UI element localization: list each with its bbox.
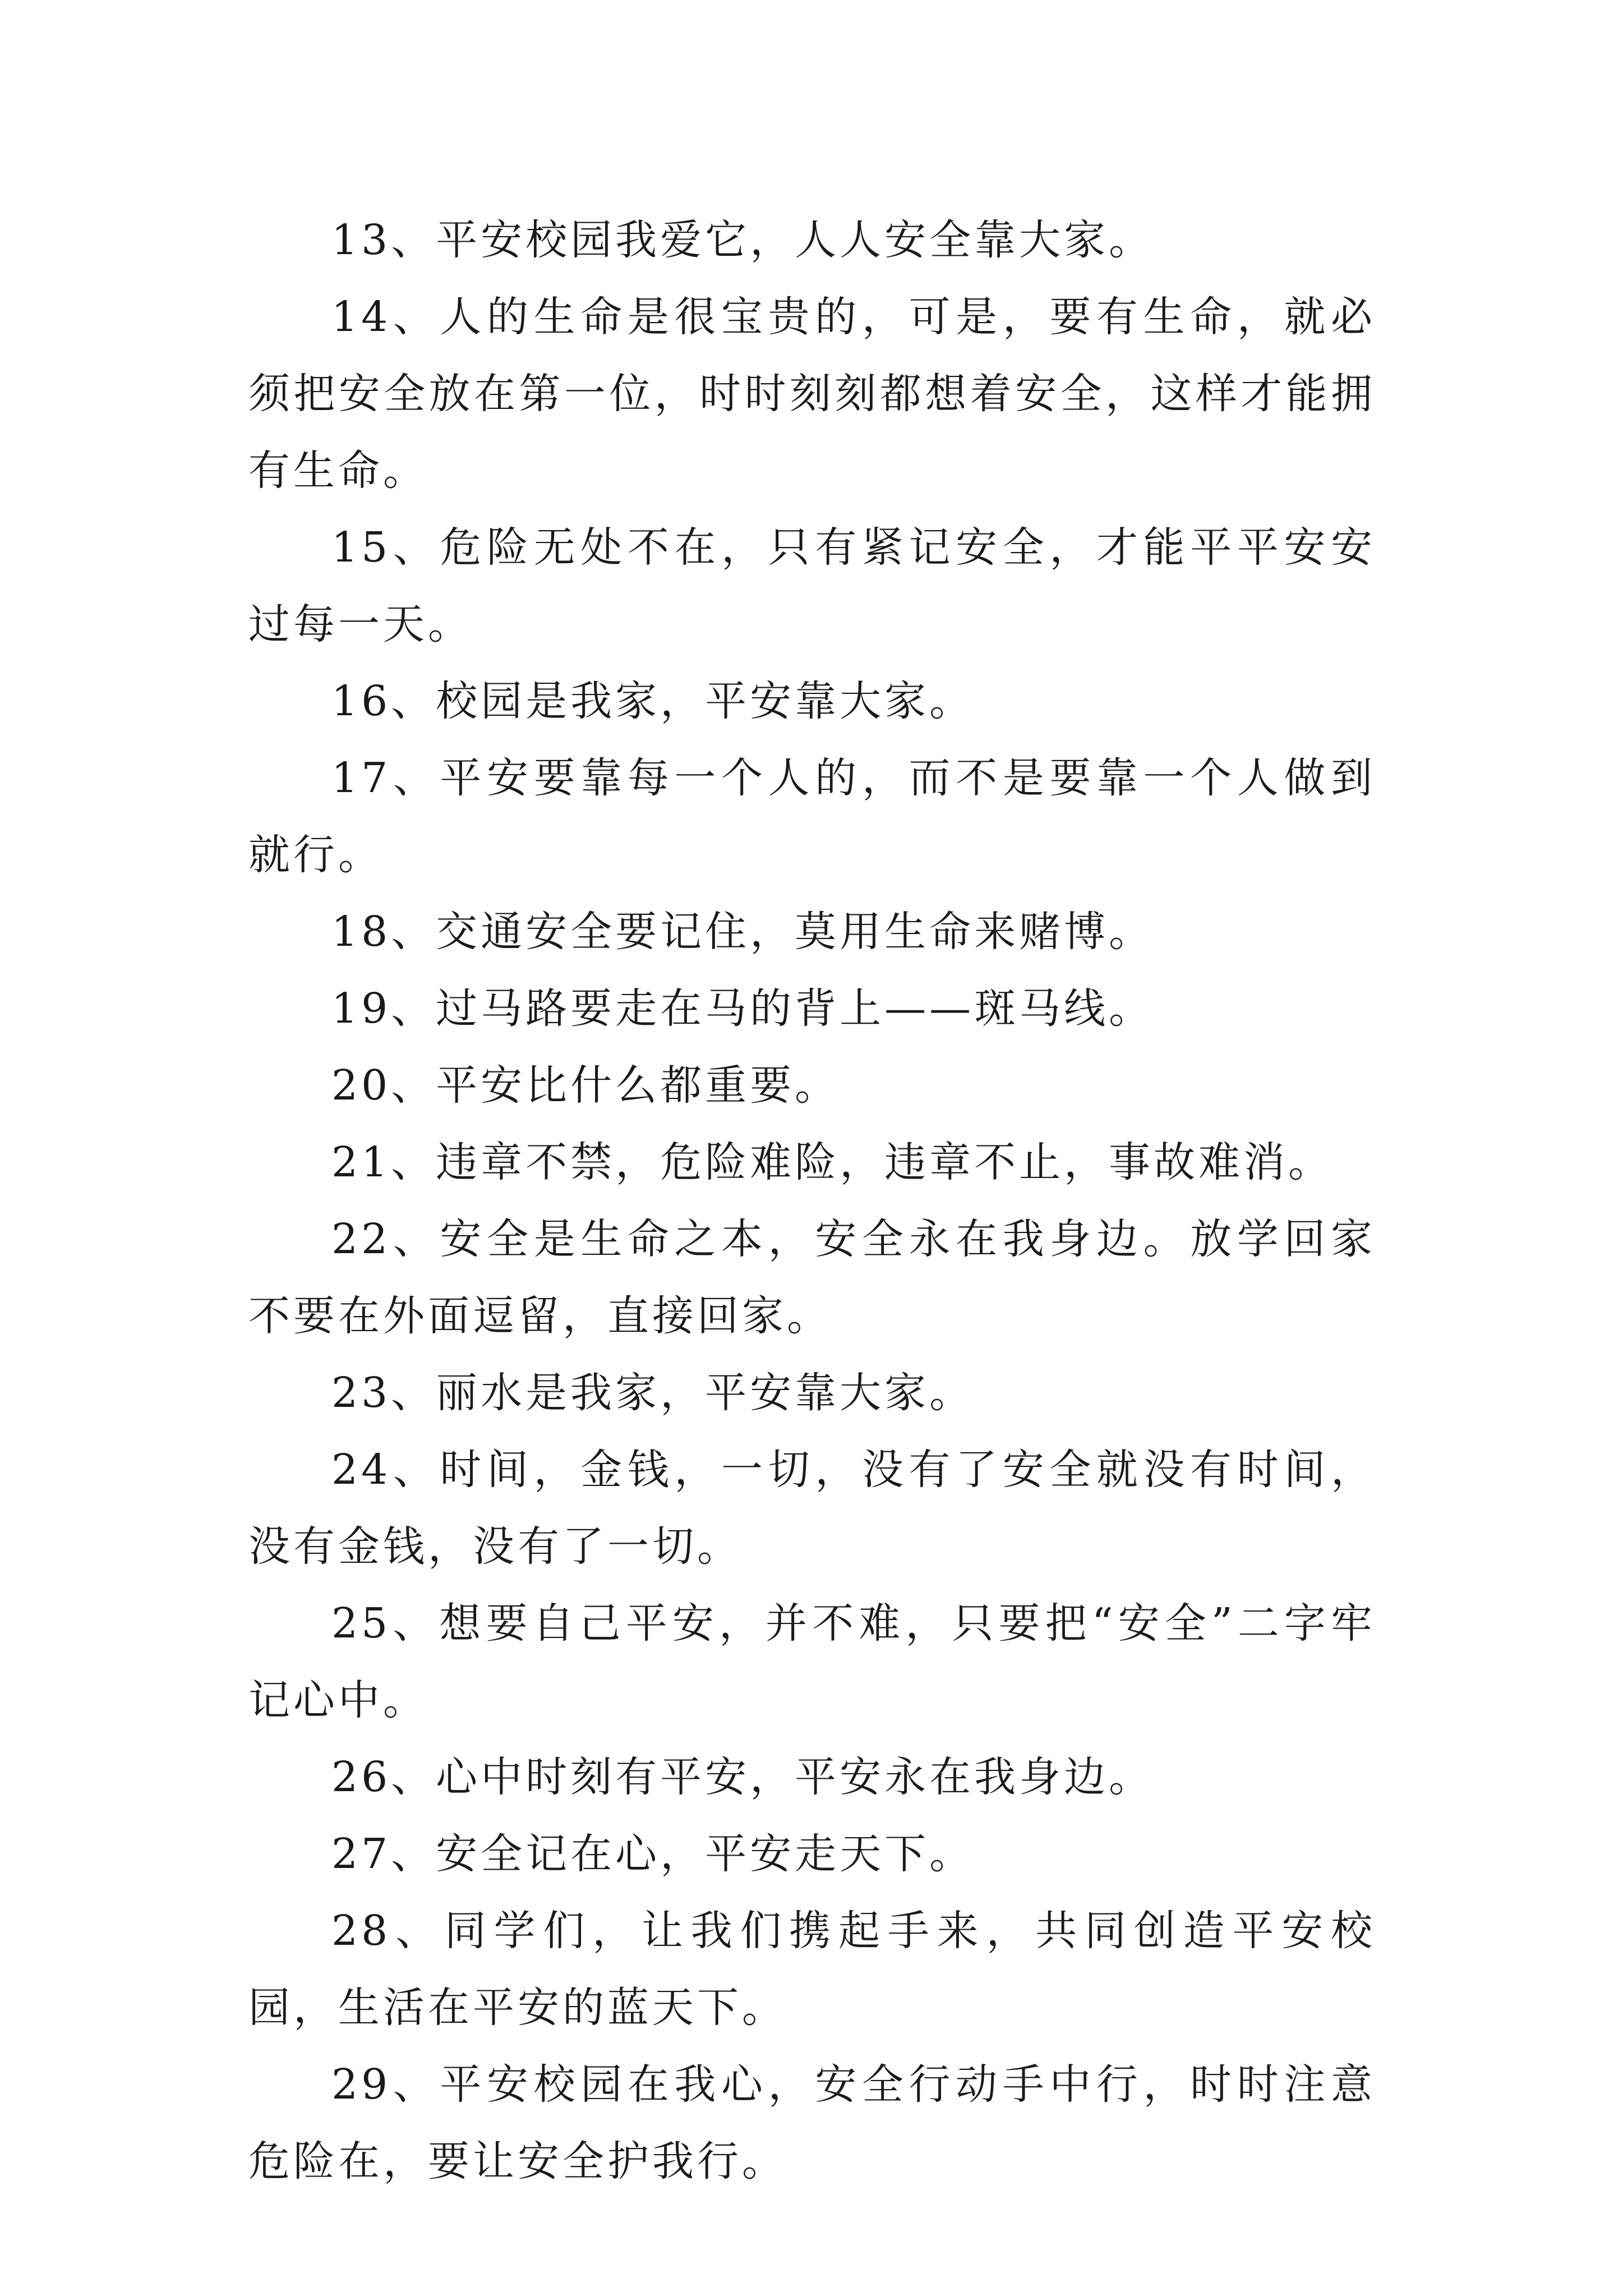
paragraph-26: 26、心中时刻有平安，平安永在我身边。 bbox=[331, 1753, 1154, 1801]
paragraph-24: 24、时间，金钱，一切，没有了安全就没有时间，没有金钱，没有了一切。 bbox=[248, 1446, 1376, 1571]
paragraph-13: 13、平安校园我爱它，人人安全靠大家。 bbox=[331, 216, 1154, 264]
paragraph-22: 22、安全是生命之本，安全永在我身边。放学回家不要在外面逗留，直接回家。 bbox=[248, 1215, 1376, 1340]
paragraph-18: 18、交通安全要记住，莫用生命来赌博。 bbox=[331, 908, 1154, 956]
paragraph-17: 17、平安要靠每一个人的，而不是要靠一个人做到就行。 bbox=[248, 754, 1376, 879]
paragraph-28: 28、同学们，让我们携起手来，共同创造平安校园，生活在平安的蓝天下。 bbox=[248, 1907, 1376, 2032]
paragraph-21: 21、违章不禁，危险难险，违章不止，事故难消。 bbox=[331, 1138, 1334, 1186]
paragraph-15: 15、危险无处不在，只有紧记安全，才能平平安安过每一天。 bbox=[248, 523, 1376, 648]
paragraph-19: 19、过马路要走在马的背上——斑马线。 bbox=[331, 984, 1154, 1033]
document-body bbox=[248, 202, 1376, 2200]
paragraph-16: 16、校园是我家，平安靠大家。 bbox=[331, 677, 975, 725]
paragraph-20: 20、平安比什么都重要。 bbox=[331, 1061, 840, 1110]
paragraph-29: 29、平安校园在我心，安全行动手中行，时时注意危险在，要让安全护我行。 bbox=[248, 2060, 1376, 2185]
paragraph-23: 23、丽水是我家，平安靠大家。 bbox=[331, 1369, 975, 1417]
paragraph-14: 14、人的生命是很宝贵的，可是，要有生命，就必须把安全放在第一位，时时刻刻都想着安全，这样才能拥有生命。 bbox=[248, 293, 1376, 495]
paragraph-25: 25、想要自己平安，并不难，只要把“安全”二字牢记心中。 bbox=[248, 1599, 1376, 1724]
paragraph-27: 27、安全记在心，平安走天下。 bbox=[331, 1830, 975, 1878]
